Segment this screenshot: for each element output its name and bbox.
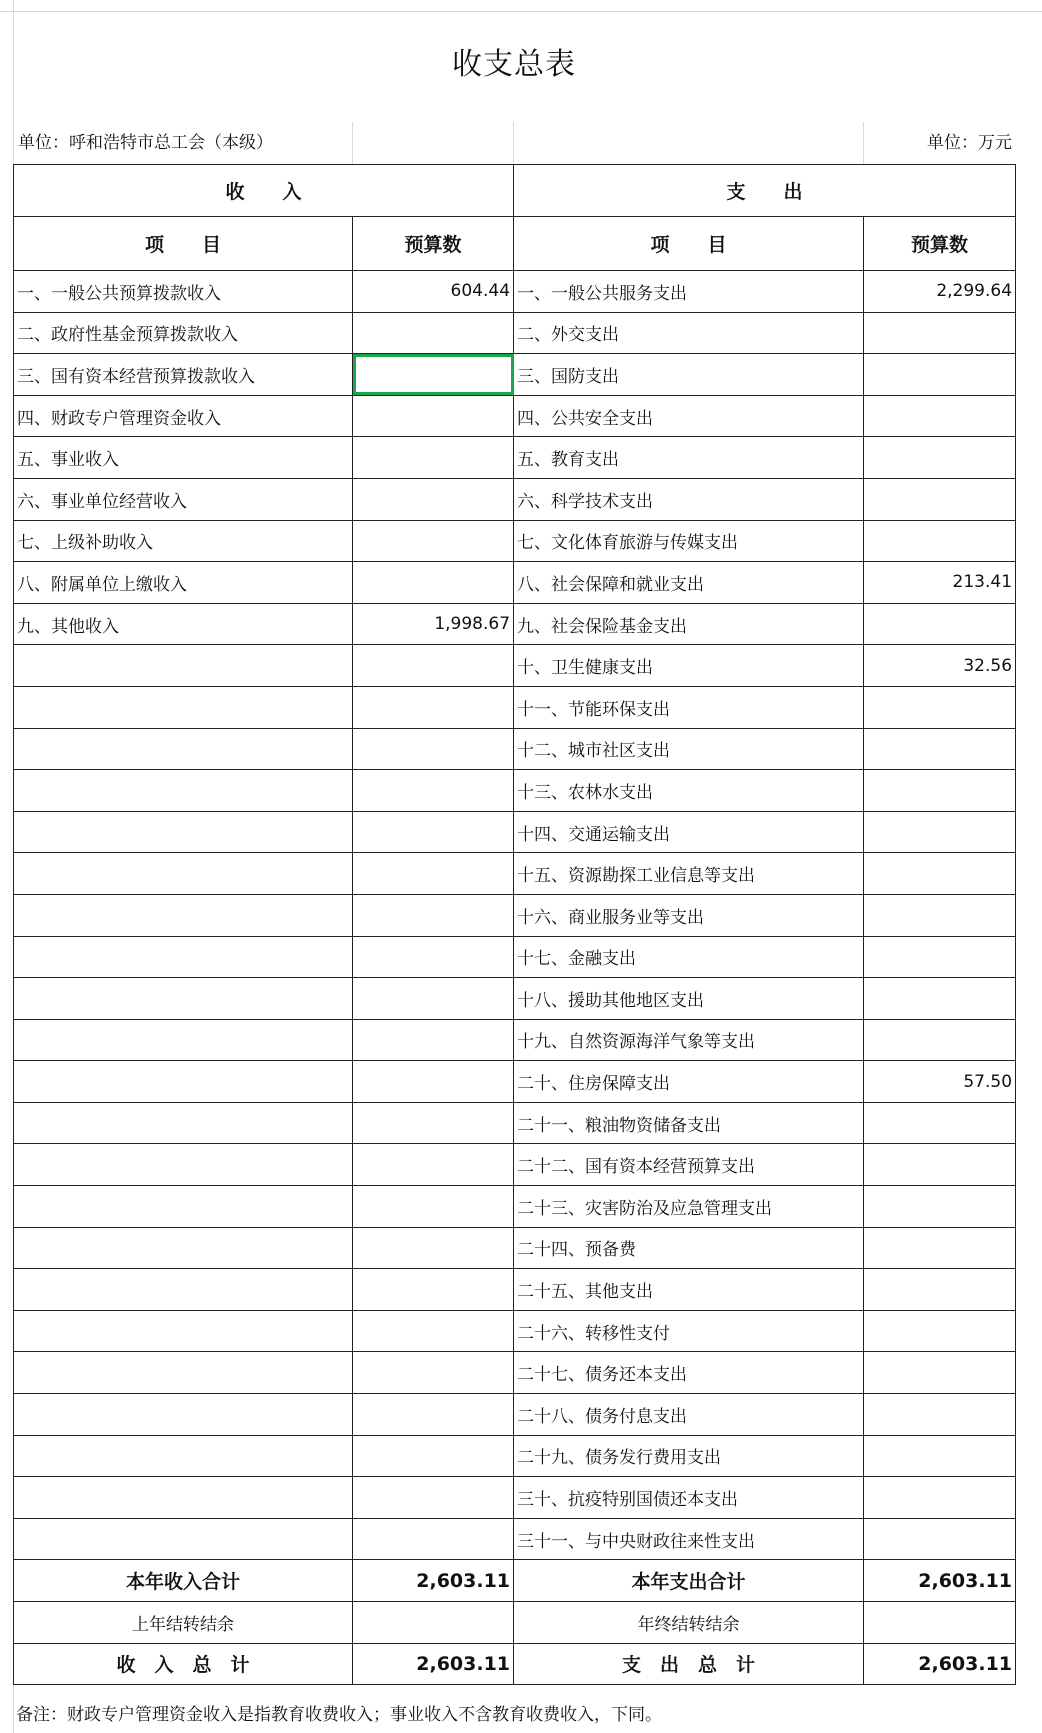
expense-item-cell[interactable]: 二十七、债务还本支出: [514, 1352, 864, 1394]
expense-value-cell[interactable]: [864, 520, 1016, 562]
table-row: [14, 395, 1016, 437]
expense-item-cell[interactable]: 三十一、与中央财政往来性支出: [514, 1518, 864, 1560]
income-item-cell[interactable]: [14, 1394, 353, 1436]
income-value-cell[interactable]: [353, 1144, 514, 1186]
income-item-cell[interactable]: [14, 645, 353, 687]
income-item-cell[interactable]: [14, 1144, 353, 1186]
section-header-row: [14, 165, 1016, 217]
table-row: [14, 936, 1016, 978]
income-item-cell[interactable]: [14, 978, 353, 1020]
unit-organization: 单位：呼和浩特市总工会（本级）: [18, 133, 273, 153]
table-row: [14, 1144, 1016, 1186]
table-row: [14, 1518, 1016, 1560]
expense-value-cell[interactable]: [864, 603, 1016, 645]
income-item-cell[interactable]: [14, 770, 353, 812]
income-item-cell[interactable]: [14, 1477, 353, 1519]
carry-in-value[interactable]: [353, 1602, 514, 1644]
carry-in-label[interactable]: 上年结转结余: [14, 1602, 353, 1644]
grid-line: [863, 122, 864, 164]
table-row: [14, 811, 1016, 853]
expense-item-cell[interactable]: 十五、资源勘探工业信息等支出: [514, 853, 864, 895]
expense-value-cell[interactable]: [864, 1310, 1016, 1352]
income-item-cell[interactable]: [14, 728, 353, 770]
table-row: [14, 520, 1016, 562]
income-item-cell[interactable]: 三、国有资本经营预算拨款收入: [14, 354, 353, 396]
expense-value-cell[interactable]: [864, 1518, 1016, 1560]
income-value-cell[interactable]: [353, 1269, 514, 1311]
income-item-cell[interactable]: 七、上级补助收入: [14, 520, 353, 562]
expense-year-total-label[interactable]: 本年支出合计: [514, 1560, 864, 1602]
income-value-cell[interactable]: [353, 645, 514, 687]
expense-item-cell[interactable]: 二十二、国有资本经营预算支出: [514, 1144, 864, 1186]
expense-grand-total-value[interactable]: 2,603.11: [864, 1643, 1016, 1685]
expense-grand-total-label[interactable]: 支 出 总 计: [514, 1643, 864, 1685]
expense-value-cell[interactable]: [864, 478, 1016, 520]
expense-item-cell[interactable]: 三十、抗疫特别国债还本支出: [514, 1477, 864, 1519]
expense-value-cell[interactable]: [864, 1144, 1016, 1186]
expense-value-cell[interactable]: [864, 1269, 1016, 1311]
expense-value-cell[interactable]: [864, 1019, 1016, 1061]
income-value-cell[interactable]: [353, 978, 514, 1020]
expense-item-cell[interactable]: 四、公共安全支出: [514, 395, 864, 437]
expense-item-header[interactable]: 项 目: [514, 217, 864, 271]
income-value-cell[interactable]: [353, 1061, 514, 1103]
table-row: [14, 978, 1016, 1020]
table-row: [14, 770, 1016, 812]
income-item-cell[interactable]: [14, 1186, 353, 1228]
income-item-cell[interactable]: 五、事业收入: [14, 437, 353, 479]
income-section-header[interactable]: 收 入: [14, 165, 514, 217]
expense-value-cell[interactable]: [864, 811, 1016, 853]
income-value-cell[interactable]: [353, 312, 514, 354]
income-value-cell[interactable]: [353, 1310, 514, 1352]
table-row: [14, 1186, 1016, 1228]
table-row: [14, 1310, 1016, 1352]
expense-item-cell[interactable]: 二十四、预备费: [514, 1227, 864, 1269]
table-row: [14, 894, 1016, 936]
budget-table: [13, 164, 1016, 1685]
expense-value-cell[interactable]: [864, 1227, 1016, 1269]
income-value-cell[interactable]: [353, 395, 514, 437]
income-item-cell[interactable]: [14, 811, 353, 853]
column-header-row: [14, 217, 1016, 271]
income-value-cell[interactable]: [353, 478, 514, 520]
income-value-cell[interactable]: 1,998.67: [353, 603, 514, 645]
income-item-cell[interactable]: [14, 1310, 353, 1352]
table-row: [14, 728, 1016, 770]
expense-value-cell[interactable]: [864, 770, 1016, 812]
expense-value-cell[interactable]: 213.41: [864, 562, 1016, 604]
income-item-cell[interactable]: [14, 936, 353, 978]
income-item-cell[interactable]: [14, 1061, 353, 1103]
income-item-cell[interactable]: [14, 1269, 353, 1311]
income-value-cell[interactable]: [353, 562, 514, 604]
expense-value-cell[interactable]: [864, 894, 1016, 936]
expense-item-cell[interactable]: 八、社会保障和就业支出: [514, 562, 864, 604]
expense-year-total-value[interactable]: 2,603.11: [864, 1560, 1016, 1602]
expense-item-cell[interactable]: 二十一、粮油物资储备支出: [514, 1102, 864, 1144]
income-item-cell[interactable]: [14, 1435, 353, 1477]
expense-value-cell[interactable]: 57.50: [864, 1061, 1016, 1103]
expense-item-cell[interactable]: 二十三、灾害防治及应急管理支出: [514, 1186, 864, 1228]
income-item-cell[interactable]: [14, 1352, 353, 1394]
expense-item-cell[interactable]: 二十八、债务付息支出: [514, 1394, 864, 1436]
expense-item-cell[interactable]: 十八、援助其他地区支出: [514, 978, 864, 1020]
table-row: [14, 1435, 1016, 1477]
table-row: [14, 1102, 1016, 1144]
income-item-cell[interactable]: 六、事业单位经营收入: [14, 478, 353, 520]
table-row: [14, 1019, 1016, 1061]
year-total-row: [14, 1560, 1016, 1602]
income-value-cell[interactable]: [353, 728, 514, 770]
expense-item-cell[interactable]: 十二、城市社区支出: [514, 728, 864, 770]
expense-value-cell[interactable]: 2,299.64: [864, 271, 1016, 313]
grid-line: [513, 122, 514, 164]
expense-item-cell[interactable]: 十三、农林水支出: [514, 770, 864, 812]
expense-value-cell[interactable]: [864, 728, 1016, 770]
table-row: [14, 1269, 1016, 1311]
expense-budget-header[interactable]: 预算数: [864, 217, 1016, 271]
expense-value-cell[interactable]: [864, 395, 1016, 437]
expense-item-cell[interactable]: 十七、金融支出: [514, 936, 864, 978]
footnote: 备注：财政专户管理资金收入是指教育收费收入；事业收入不含教育收费收入，下同。: [16, 1705, 662, 1725]
income-value-cell[interactable]: [353, 936, 514, 978]
table-row: [14, 1394, 1016, 1436]
table-row: [14, 853, 1016, 895]
income-value-cell[interactable]: [353, 1394, 514, 1436]
income-value-cell[interactable]: [353, 1352, 514, 1394]
table-row: [14, 354, 1016, 396]
income-value-cell[interactable]: [353, 1019, 514, 1061]
carry-out-value[interactable]: [864, 1602, 1016, 1644]
income-item-cell[interactable]: 二、政府性基金预算拨款收入: [14, 312, 353, 354]
income-value-cell[interactable]: [353, 1186, 514, 1228]
income-item-cell[interactable]: 一、一般公共预算拨款收入: [14, 271, 353, 313]
expense-item-cell[interactable]: 十、卫生健康支出: [514, 645, 864, 687]
table-row: [14, 1061, 1016, 1103]
expense-item-cell[interactable]: 三、国防支出: [514, 354, 864, 396]
expense-value-cell[interactable]: [864, 1394, 1016, 1436]
grand-total-row: [14, 1643, 1016, 1685]
expense-item-cell[interactable]: 二十、住房保障支出: [514, 1061, 864, 1103]
expense-value-cell[interactable]: 32.56: [864, 645, 1016, 687]
grid-line: [0, 11, 1042, 12]
income-item-cell[interactable]: [14, 686, 353, 728]
expense-item-cell[interactable]: 五、教育支出: [514, 437, 864, 479]
expense-value-cell[interactable]: [864, 978, 1016, 1020]
table-row: [14, 686, 1016, 728]
expense-item-cell[interactable]: 一、一般公共服务支出: [514, 271, 864, 313]
table-row: [14, 645, 1016, 687]
income-value-cell[interactable]: [353, 1477, 514, 1519]
expense-item-cell[interactable]: 二十五、其他支出: [514, 1269, 864, 1311]
expense-item-cell[interactable]: 二十九、债务发行费用支出: [514, 1435, 864, 1477]
income-year-total-value[interactable]: 2,603.11: [353, 1560, 514, 1602]
income-value-cell[interactable]: 604.44: [353, 271, 514, 313]
income-item-cell[interactable]: [14, 853, 353, 895]
income-value-cell[interactable]: [353, 686, 514, 728]
income-item-cell[interactable]: [14, 1518, 353, 1560]
income-item-cell[interactable]: 八、附属单位上缴收入: [14, 562, 353, 604]
income-value-cell[interactable]: [353, 811, 514, 853]
page-title: 收支总表: [452, 47, 576, 82]
table-row: [14, 312, 1016, 354]
income-item-cell[interactable]: [14, 1102, 353, 1144]
unit-currency: 单位：万元: [927, 133, 1012, 153]
expense-item-cell[interactable]: 十九、自然资源海洋气象等支出: [514, 1019, 864, 1061]
income-budget-header[interactable]: 预算数: [353, 217, 514, 271]
table-row: [14, 478, 1016, 520]
expense-item-cell[interactable]: 九、社会保险基金支出: [514, 603, 864, 645]
grid-line: [352, 122, 353, 164]
expense-value-cell[interactable]: [864, 1102, 1016, 1144]
expense-value-cell[interactable]: [864, 936, 1016, 978]
expense-item-cell[interactable]: 二十六、转移性支付: [514, 1310, 864, 1352]
carryover-row: [14, 1602, 1016, 1644]
table-row: [14, 562, 1016, 604]
income-item-cell[interactable]: [14, 1019, 353, 1061]
income-value-cell[interactable]: [353, 894, 514, 936]
income-item-cell[interactable]: [14, 1227, 353, 1269]
table-row: [14, 271, 1016, 313]
carry-out-label[interactable]: 年终结转结余: [514, 1602, 864, 1644]
income-item-cell[interactable]: 四、财政专户管理资金收入: [14, 395, 353, 437]
income-value-cell[interactable]: [353, 1518, 514, 1560]
expense-value-cell[interactable]: [864, 437, 1016, 479]
income-value-cell[interactable]: [353, 520, 514, 562]
unit-row: [14, 122, 1014, 164]
expense-value-cell[interactable]: [864, 686, 1016, 728]
expense-item-cell[interactable]: 十六、商业服务业等支出: [514, 894, 864, 936]
expense-value-cell[interactable]: [864, 312, 1016, 354]
income-item-header[interactable]: 项 目: [14, 217, 353, 271]
table-row: [14, 1227, 1016, 1269]
table-row: [14, 1477, 1016, 1519]
expense-value-cell[interactable]: [864, 1477, 1016, 1519]
expense-item-cell[interactable]: 二、外交支出: [514, 312, 864, 354]
income-year-total-label[interactable]: 本年收入合计: [14, 1560, 353, 1602]
income-item-cell[interactable]: 九、其他收入: [14, 603, 353, 645]
expense-value-cell[interactable]: [864, 853, 1016, 895]
expense-item-cell[interactable]: 七、文化体育旅游与传媒支出: [514, 520, 864, 562]
expense-item-cell[interactable]: 十四、交通运输支出: [514, 811, 864, 853]
expense-value-cell[interactable]: [864, 1435, 1016, 1477]
expense-value-cell[interactable]: [864, 1186, 1016, 1228]
expense-value-cell[interactable]: [864, 1352, 1016, 1394]
expense-section-header[interactable]: 支 出: [514, 165, 1016, 217]
income-value-cell[interactable]: [353, 1435, 514, 1477]
income-value-cell[interactable]: [353, 1227, 514, 1269]
income-grand-total-label[interactable]: 收 入 总 计: [14, 1643, 353, 1685]
expense-item-cell[interactable]: 六、科学技术支出: [514, 478, 864, 520]
income-item-cell[interactable]: [14, 894, 353, 936]
income-value-cell[interactable]: [353, 770, 514, 812]
table-row: [14, 437, 1016, 479]
income-value-cell[interactable]: [353, 354, 514, 396]
table-row: [14, 1352, 1016, 1394]
income-value-cell[interactable]: [353, 1102, 514, 1144]
expense-value-cell[interactable]: [864, 354, 1016, 396]
expense-item-cell[interactable]: 十一、节能环保支出: [514, 686, 864, 728]
income-value-cell[interactable]: [353, 437, 514, 479]
income-grand-total-value[interactable]: 2,603.11: [353, 1643, 514, 1685]
table-row: [14, 603, 1016, 645]
income-value-cell[interactable]: [353, 853, 514, 895]
